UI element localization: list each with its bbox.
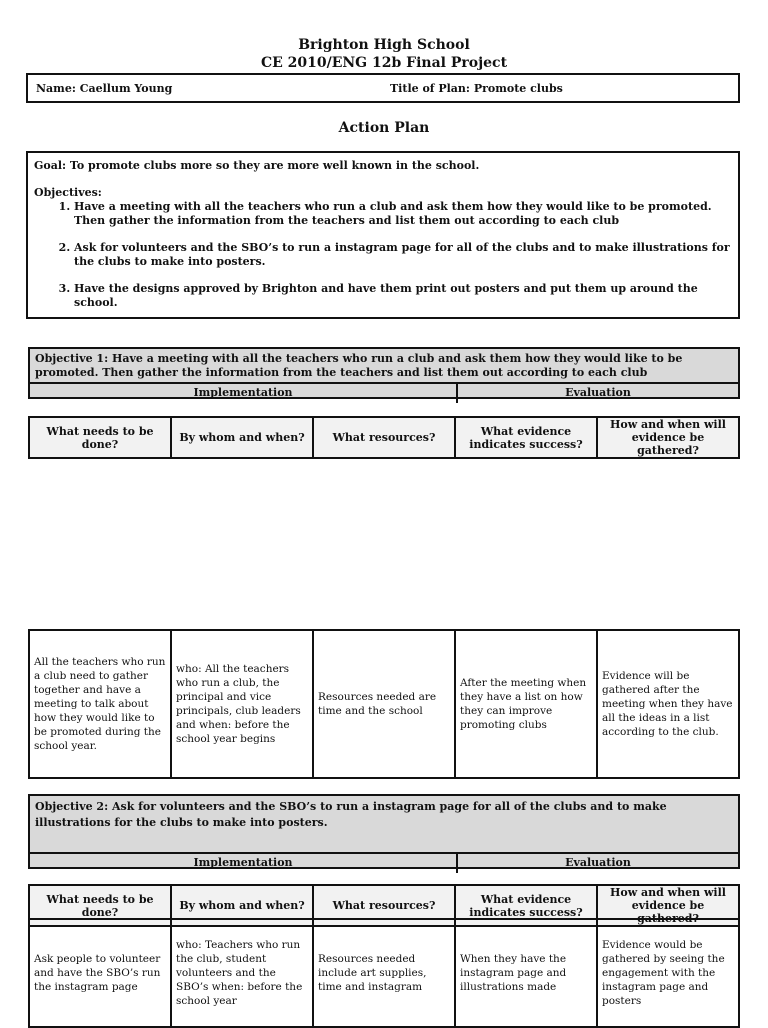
- objective1-bar: [28, 347, 740, 399]
- objectives-list: [34, 200, 732, 310]
- col-header: What needs to be done?: [29, 885, 171, 926]
- objective1-heading: Objective 1: Have a meeting with all the teachers who run a club and ask them how they would like to be promoted. Then gather the information from the teachers and list them out according to each club: [35, 352, 683, 379]
- col-header: What evidence indicates success?: [455, 885, 597, 926]
- student-name: Name: Caellum Young: [36, 82, 173, 95]
- objective1-column-headers: [28, 416, 740, 459]
- col-header: What needs to be done?: [29, 417, 171, 458]
- section-title: Action Plan: [338, 120, 430, 136]
- objective-item: 2. Ask for volunteers and the SBO’s to run a instagram page for all of the clubs and to make illustrations for the clubs to make into posters.: [74, 241, 732, 269]
- table-cell: When they have the instagram page and illustrations made: [455, 919, 597, 1027]
- table-cell: All the teachers who run a club need to gather together and have a meeting to talk about how they would like to be promoted during the school year.: [29, 630, 171, 778]
- objective-item: 3. Have the designs approved by Brighton and have them print out posters and put them up around the school.: [74, 282, 732, 310]
- col-header: How and when will evidence be gathered?: [597, 417, 739, 458]
- col-header: What evidence indicates success?: [455, 417, 597, 458]
- col-header: By whom and when?: [171, 417, 313, 458]
- goal-text: Goal: To promote clubs more so they are more well known in the school.: [34, 159, 480, 172]
- col-header: How and when will evidence be gathered?: [597, 885, 739, 926]
- evaluation-label: Evaluation: [565, 856, 631, 869]
- col-header: What resources?: [313, 885, 455, 926]
- school-title: Brighton High School: [298, 37, 470, 53]
- table-cell: Resources needed are time and the school: [313, 630, 455, 778]
- col-header: What resources?: [313, 417, 455, 458]
- objectives-label: Objectives:: [34, 186, 102, 199]
- evaluation-label: Evaluation: [565, 386, 631, 399]
- objective1-row-table: [28, 629, 740, 779]
- table-row: [29, 630, 739, 778]
- table-row: [29, 919, 739, 1027]
- project-title: CE 2010/ENG 12b Final Project: [260, 55, 508, 71]
- goal-box: [26, 151, 740, 319]
- implementation-label: Implementation: [30, 854, 458, 873]
- implementation-label: Implementation: [30, 384, 458, 403]
- col-header: By whom and when?: [171, 885, 313, 926]
- objective2-row-table: [28, 918, 740, 1028]
- table-cell: Evidence would be gathered by seeing the engagement with the instagram page and posters: [597, 919, 739, 1027]
- objective-item: 1. Have a meeting with all the teachers who run a club and ask them how they would like to be promoted. Then gather the information from the teachers and list them out according to each club: [74, 200, 732, 228]
- plan-title: Title of Plan: Promote clubs: [390, 82, 563, 95]
- table-cell: who: All the teachers who run a club, the principal and vice principals, club leaders and when: before the school year begins: [171, 630, 313, 778]
- objective2-heading: Objective 2: Ask for volunteers and the SBO’s to run a instagram page for all of the clubs and to make illustrations for the clubs to make into posters.: [35, 800, 667, 829]
- table-cell: After the meeting when they have a list on how they can improve promoting clubs: [455, 630, 597, 778]
- name-plan-box: [26, 73, 740, 103]
- table-cell: Resources needed include art supplies, time and instagram: [313, 919, 455, 1027]
- objective2-bar: [28, 794, 740, 869]
- table-cell: Evidence will be gathered after the meeting when they have all the ideas in a list according to the club.: [597, 630, 739, 778]
- table-cell: who: Teachers who run the club, student volunteers and the SBO’s when: before the school year: [171, 919, 313, 1027]
- table-cell: Ask people to volunteer and have the SBO’s run the instagram page: [29, 919, 171, 1027]
